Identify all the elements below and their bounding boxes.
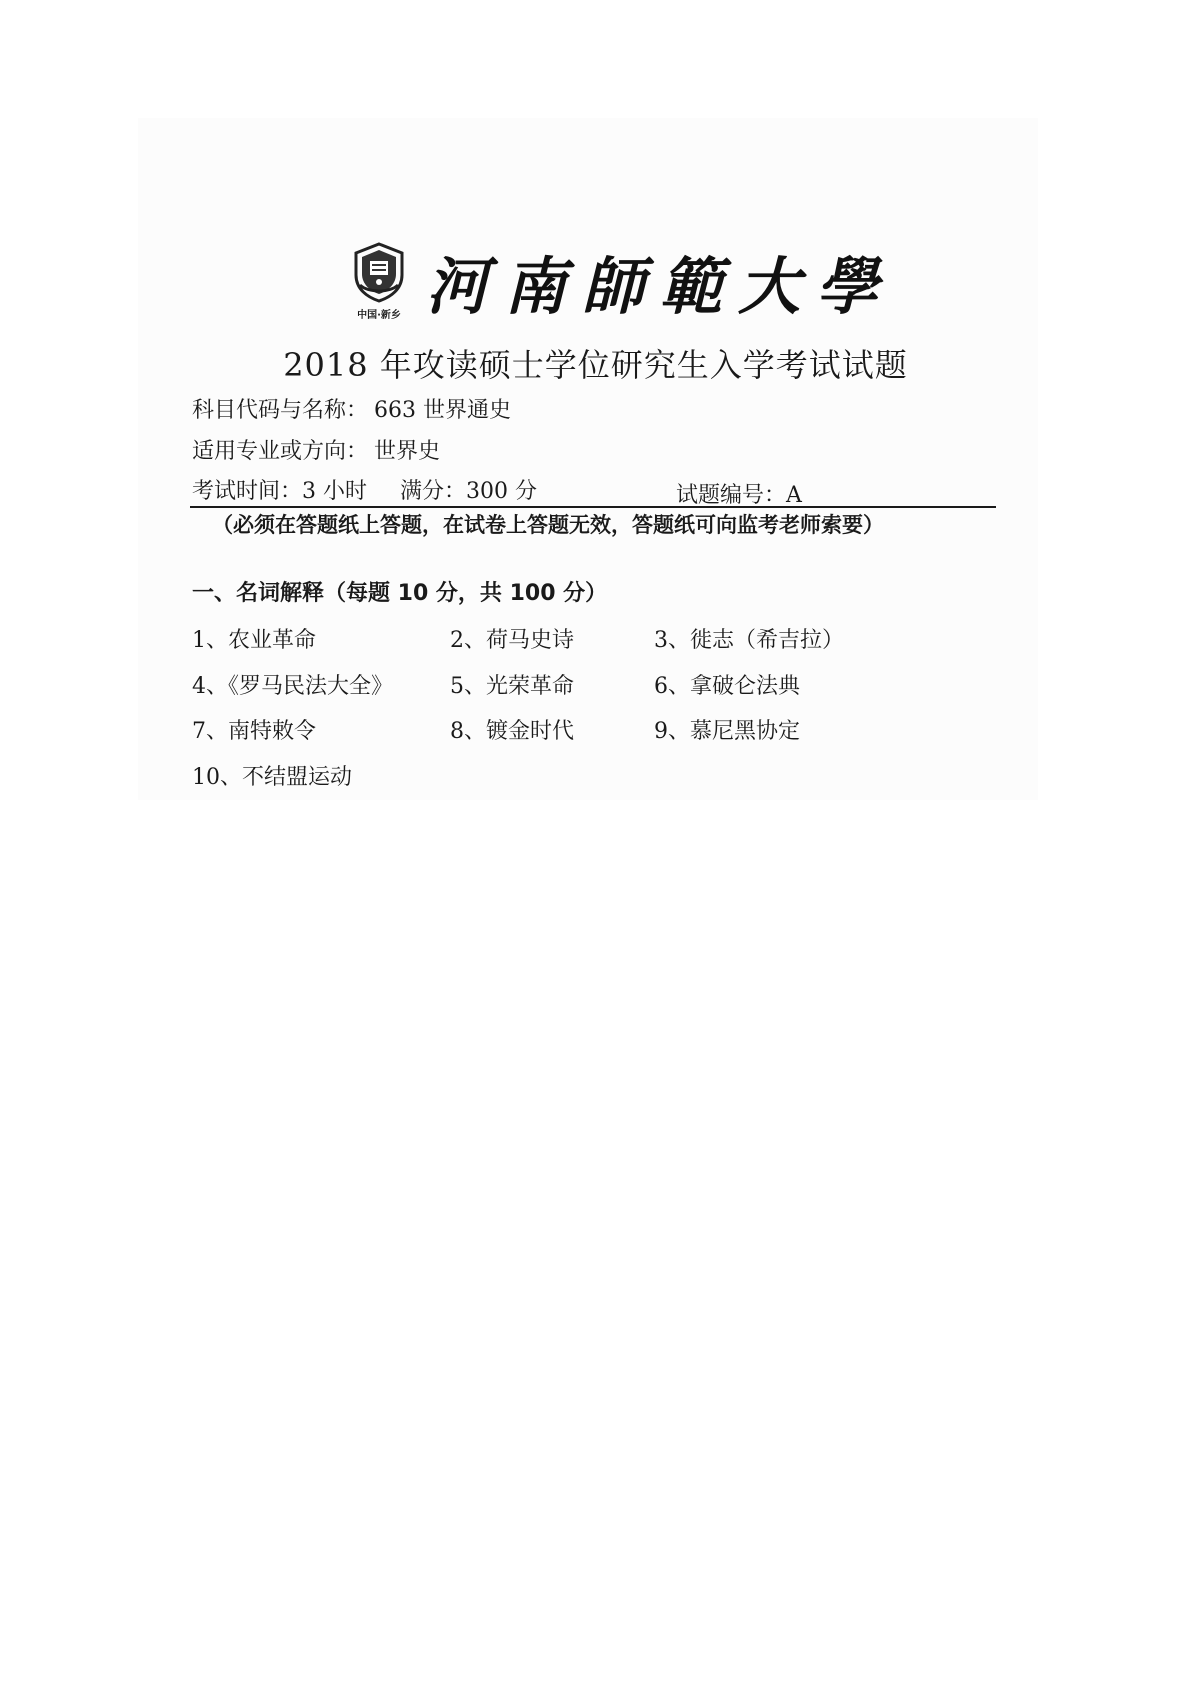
exam-time: 考试时间：3 小时 <box>192 479 367 504</box>
emblem-icon <box>350 241 408 303</box>
term-item: 4、《罗马民法大全》 <box>192 674 393 699</box>
term-item: 5、光荣革命 <box>450 674 574 699</box>
emblem-caption: 中国·新乡 <box>357 310 401 321</box>
subject-label: 科目代码与名称： <box>192 398 369 423</box>
term-item: 6、拿破仑法典 <box>654 674 800 699</box>
term-item: 7、南特敕令 <box>192 719 316 744</box>
term-item: 8、镀金时代 <box>450 719 574 744</box>
term-item: 1、农业革命 <box>192 628 316 653</box>
subject-line <box>192 393 511 424</box>
university-emblem <box>346 241 412 321</box>
major-value: 世界史 <box>374 439 441 464</box>
term-item: 9、慕尼黑协定 <box>654 719 800 744</box>
university-name: 河南師範大學 <box>426 249 895 323</box>
full-score: 满分：300 分 <box>400 479 537 504</box>
section-heading: 一、名词解释（每题 10 分，共 100 分） <box>192 581 608 606</box>
term-item: 2、荷马史诗 <box>450 628 574 653</box>
term-item: 10、不结盟运动 <box>192 765 352 790</box>
answer-notice: （必须在答题纸上答题，在试卷上答题无效，答题纸可向监考老师索要） <box>212 513 884 537</box>
university-header <box>346 236 894 326</box>
paper-code: 试题编号：A <box>676 483 802 508</box>
major-line <box>192 434 440 465</box>
subject-value: 663 世界通史 <box>374 398 512 423</box>
exam-title: 2018 年攻读硕士学位研究生入学考试试题 <box>283 346 908 384</box>
header-divider <box>190 506 996 508</box>
term-item: 3、徙志（希吉拉） <box>654 628 844 653</box>
major-label: 适用专业或方向： <box>192 439 369 464</box>
